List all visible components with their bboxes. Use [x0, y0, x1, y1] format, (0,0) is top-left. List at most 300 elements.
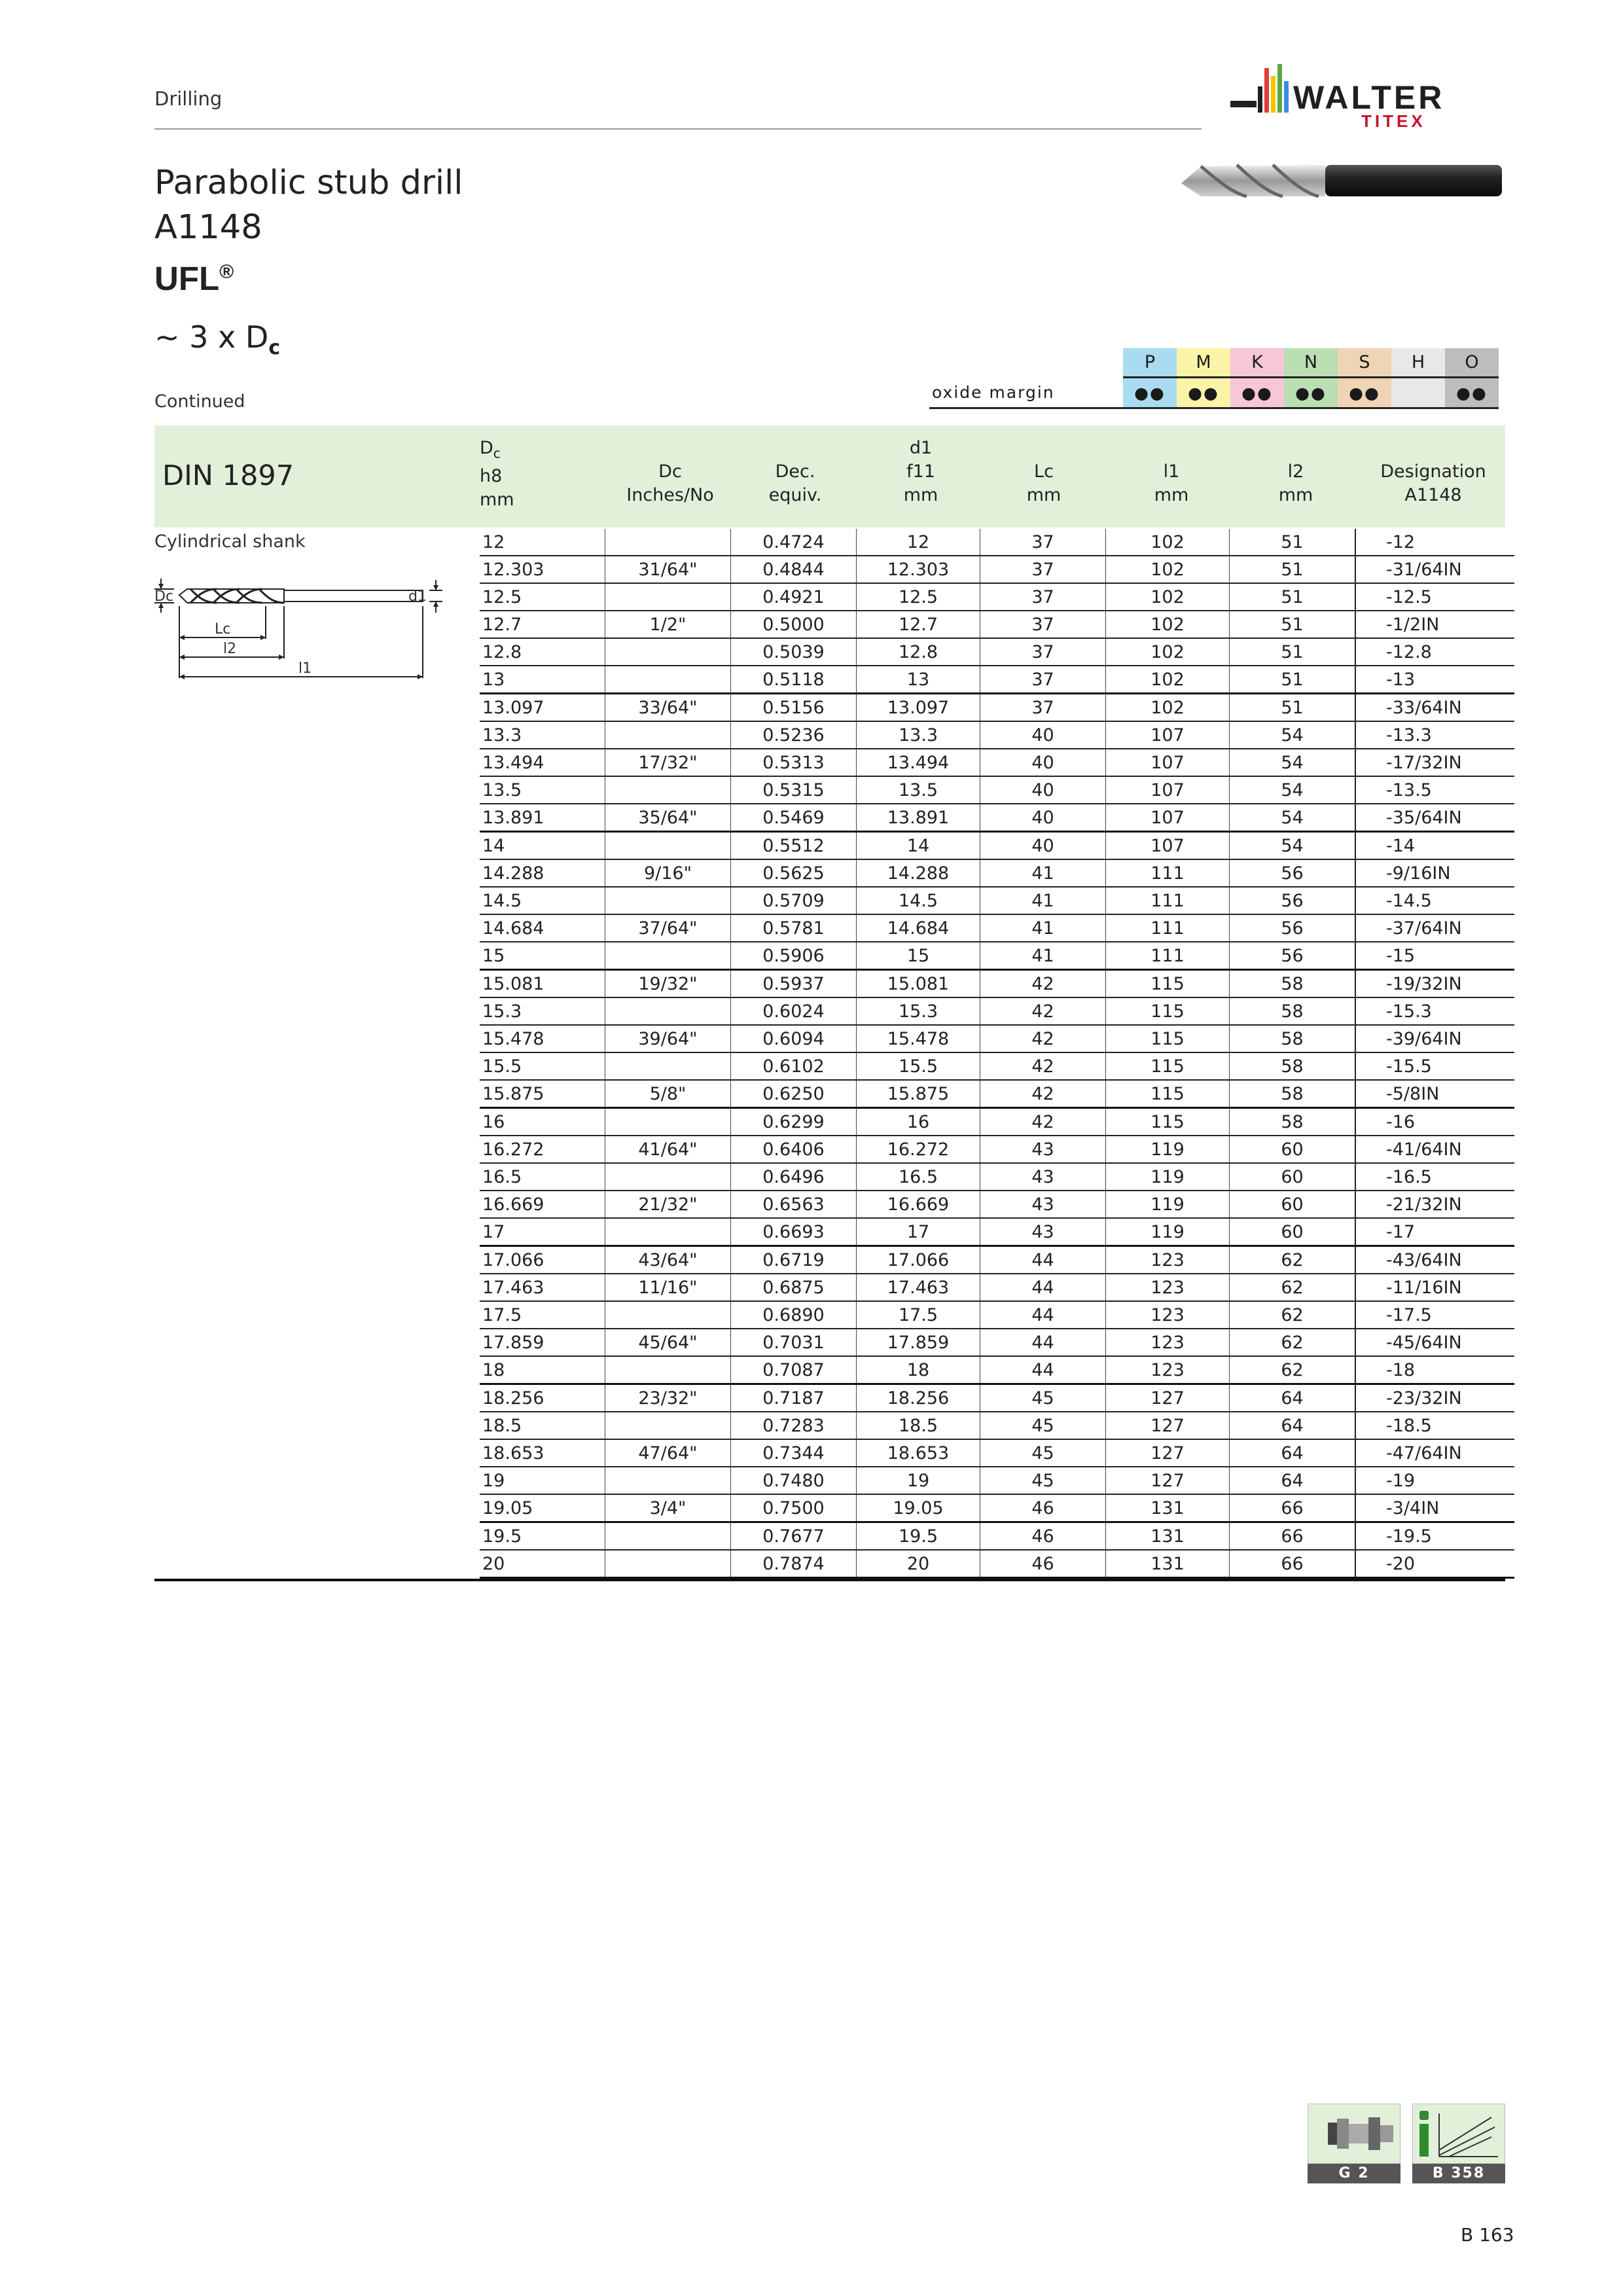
table-cell: -13 [1355, 666, 1514, 694]
table-cell: 56 [1230, 942, 1356, 970]
table-cell: 16.669 [480, 1191, 605, 1218]
table-cell: 40 [980, 749, 1106, 776]
table-cell: 46 [980, 1522, 1106, 1551]
table-row [480, 1080, 1514, 1108]
table-row [480, 832, 1514, 860]
table-row [480, 1246, 1514, 1274]
table-row [480, 914, 1514, 942]
table-cell: 0.4844 [731, 556, 857, 583]
ratio-sub: c [268, 336, 281, 360]
table-cell: 12.303 [480, 556, 605, 583]
table-cell: 13.5 [857, 776, 980, 804]
table-cell: 47/64" [605, 1439, 731, 1467]
table-cell: 123 [1106, 1246, 1230, 1274]
table-cell: 16.5 [857, 1163, 980, 1191]
table-cell [605, 666, 731, 694]
table-cell: 43 [980, 1191, 1106, 1218]
table-cell: 58 [1230, 1108, 1356, 1136]
table-cell: 18.653 [857, 1439, 980, 1467]
table-cell: 119 [1106, 1191, 1230, 1218]
table-cell: -23/32IN [1355, 1384, 1514, 1412]
column-header-unit: Inches/No [626, 485, 714, 505]
table-cell: 0.5625 [731, 859, 857, 887]
table-cell: 54 [1230, 804, 1356, 832]
table-cell: 127 [1106, 1467, 1230, 1494]
table-cell: 115 [1106, 970, 1230, 998]
table-cell: 51 [1230, 611, 1356, 638]
table-cell: 62 [1230, 1329, 1356, 1356]
table-cell: 12.5 [480, 583, 605, 611]
registered-mark: ® [219, 261, 234, 283]
column-header-symbol: d1 [909, 438, 933, 458]
table-cell [605, 997, 731, 1025]
table-cell [605, 1052, 731, 1080]
table-cell: 41 [980, 859, 1106, 887]
table-cell: 43 [980, 1163, 1106, 1191]
table-cell: 18.653 [480, 1439, 605, 1467]
table-cell: 13.891 [857, 804, 980, 832]
table-cell: 111 [1106, 859, 1230, 887]
table-cell: -17.5 [1355, 1301, 1514, 1329]
table-cell: 41 [980, 887, 1106, 914]
column-header-line1 [1234, 437, 1358, 460]
table-cell: 19 [480, 1467, 605, 1494]
table-cell: 51 [1230, 529, 1356, 556]
table-cell [605, 529, 731, 556]
table-cell: 16.272 [480, 1136, 605, 1163]
table-cell: -16.5 [1355, 1163, 1514, 1191]
column-header-unit: mm [480, 490, 514, 511]
table-cell: 58 [1230, 1025, 1356, 1052]
table-cell: 15.875 [857, 1080, 980, 1108]
table-cell: -19/32IN [1355, 970, 1514, 998]
table-row [480, 1522, 1514, 1551]
table-cell: 0.5512 [731, 832, 857, 860]
table-cell [605, 583, 731, 611]
table-cell: 0.5906 [731, 942, 857, 970]
table-row [480, 1329, 1514, 1356]
table-cell: 0.7874 [731, 1550, 857, 1578]
table-cell: 0.6693 [731, 1218, 857, 1246]
table-cell: 43 [980, 1136, 1106, 1163]
table-row [480, 749, 1514, 776]
table-cell: 17.463 [480, 1274, 605, 1301]
table-cell: 37 [980, 666, 1106, 694]
column-header-2 [733, 437, 857, 507]
table-cell: -9/16IN [1355, 859, 1514, 887]
table-row [480, 1356, 1514, 1384]
table-cell: -19.5 [1355, 1522, 1514, 1551]
table-row [480, 611, 1514, 638]
table-cell: 102 [1106, 638, 1230, 666]
material-group-o: O [1445, 348, 1499, 378]
table-cell: 16 [480, 1108, 605, 1136]
table-cell: 3/4" [605, 1494, 731, 1522]
material-suitability-h [1391, 378, 1445, 408]
table-cell: 60 [1230, 1191, 1356, 1218]
table-cell: 0.7677 [731, 1522, 857, 1551]
section-label: Drilling [154, 88, 223, 110]
table-cell: 0.7344 [731, 1439, 857, 1467]
table-row [480, 1108, 1514, 1136]
table-cell: 46 [980, 1494, 1106, 1522]
table-cell: 17/32" [605, 749, 731, 776]
table-cell: 11/16" [605, 1274, 731, 1301]
table-cell: 40 [980, 804, 1106, 832]
table-cell: 0.5781 [731, 914, 857, 942]
table-row [480, 1412, 1514, 1439]
table-cell: 51 [1230, 556, 1356, 583]
table-row [480, 556, 1514, 583]
table-cell: 123 [1106, 1356, 1230, 1384]
table-cell: 13.097 [857, 694, 980, 722]
table-cell: 66 [1230, 1522, 1356, 1551]
oxide-margin-label: oxide margin [929, 378, 1123, 408]
table-cell: 16 [857, 1108, 980, 1136]
table-cell: 62 [1230, 1356, 1356, 1384]
table-cell [605, 942, 731, 970]
table-cell: 60 [1230, 1136, 1356, 1163]
table-row [480, 1384, 1514, 1412]
column-header-unit: mm [1026, 485, 1061, 505]
table-cell: 60 [1230, 1218, 1356, 1246]
table-cell [605, 1356, 731, 1384]
table-cell: 13.891 [480, 804, 605, 832]
logo-brand: WALTER [1293, 79, 1445, 116]
page-number: B 163 [1461, 2224, 1514, 2246]
table-cell: 51 [1230, 638, 1356, 666]
din-standard: DIN 1897 [162, 459, 294, 492]
table-cell: 119 [1106, 1136, 1230, 1163]
table-cell: 0.4724 [731, 529, 857, 556]
table-cell: 14.5 [857, 887, 980, 914]
table-cell: 107 [1106, 776, 1230, 804]
table-cell: 0.5039 [731, 638, 857, 666]
table-cell: 0.7283 [731, 1412, 857, 1439]
dim-l2: l2 [223, 641, 237, 657]
table-cell: 107 [1106, 721, 1230, 749]
table-cell: 42 [980, 1025, 1106, 1052]
ref-g2[interactable] [1308, 2104, 1400, 2182]
table-cell: 17.859 [857, 1329, 980, 1356]
table-cell: -11/16IN [1355, 1274, 1514, 1301]
column-header-unit: mm [1154, 485, 1189, 505]
table-row [480, 583, 1514, 611]
column-header-subscript: c [493, 445, 501, 461]
info-chart-icon [1412, 2104, 1505, 2164]
table-cell: 15.3 [480, 997, 605, 1025]
product-title [154, 161, 463, 301]
table-cell: 131 [1106, 1494, 1230, 1522]
table-cell: 13.5 [480, 776, 605, 804]
table-row [480, 1025, 1514, 1052]
table-cell: 13.494 [857, 749, 980, 776]
table-cell: 15.478 [857, 1025, 980, 1052]
table-cell: 64 [1230, 1384, 1356, 1412]
column-header-unit: A1148 [1404, 485, 1462, 505]
table-cell: 44 [980, 1274, 1106, 1301]
table-cell: 15.5 [857, 1052, 980, 1080]
table-cell: 64 [1230, 1412, 1356, 1439]
table-cell: 14.684 [857, 914, 980, 942]
column-header-line2: Designation [1380, 461, 1486, 482]
toolholder-icon [1308, 2104, 1400, 2164]
table-cell: 12.5 [857, 583, 980, 611]
table-cell: 45/64" [605, 1329, 731, 1356]
table-cell: 102 [1106, 694, 1230, 722]
table-cell [605, 887, 731, 914]
table-row [480, 1274, 1514, 1301]
table-row [480, 1218, 1514, 1246]
table-cell: 17 [857, 1218, 980, 1246]
table-cell: 23/32" [605, 1384, 731, 1412]
table-cell: 56 [1230, 887, 1356, 914]
table-cell: 13.3 [857, 721, 980, 749]
table-cell: 51 [1230, 666, 1356, 694]
table-cell: 19.5 [480, 1522, 605, 1551]
table-row [480, 666, 1514, 694]
table-cell: 54 [1230, 749, 1356, 776]
table-cell: 15.478 [480, 1025, 605, 1052]
table-cell: -45/64IN [1355, 1329, 1514, 1356]
table-cell: 56 [1230, 859, 1356, 887]
table-row [480, 694, 1514, 722]
table-cell [605, 1163, 731, 1191]
table-cell: 20 [480, 1550, 605, 1578]
table-cell: 12 [857, 529, 980, 556]
table-row [480, 1494, 1514, 1522]
table-cell: 42 [980, 1080, 1106, 1108]
table-row [480, 1052, 1514, 1080]
table-cell: 51 [1230, 694, 1356, 722]
column-header-symbol: D [480, 438, 493, 458]
column-header-line1 [480, 437, 604, 465]
table-cell: 115 [1106, 1080, 1230, 1108]
table-cell: 12.7 [480, 611, 605, 638]
table-cell: 39/64" [605, 1025, 731, 1052]
table-cell [605, 721, 731, 749]
column-header-5 [1109, 437, 1234, 507]
material-suitability-p: ●● [1123, 378, 1177, 408]
table-cell: 19.5 [857, 1522, 980, 1551]
table-row [480, 1301, 1514, 1329]
table-cell: -43/64IN [1355, 1246, 1514, 1274]
material-group-m: M [1177, 348, 1230, 378]
table-row [480, 1136, 1514, 1163]
table-cell: 0.6250 [731, 1080, 857, 1108]
table-cell: 15.081 [480, 970, 605, 998]
table-cell: 14.684 [480, 914, 605, 942]
table-cell: 13.494 [480, 749, 605, 776]
table-cell: 111 [1106, 914, 1230, 942]
table-row [480, 942, 1514, 970]
table-cell: -15.3 [1355, 997, 1514, 1025]
column-header-7 [1361, 437, 1505, 507]
table-cell: 18 [857, 1356, 980, 1384]
table-cell: -41/64IN [1355, 1136, 1514, 1163]
table-cell: 37 [980, 694, 1106, 722]
table-cell: -18 [1355, 1356, 1514, 1384]
table-cell: 15.3 [857, 997, 980, 1025]
column-header-4 [982, 437, 1106, 507]
table-cell: 1/2" [605, 611, 731, 638]
table-cell: 111 [1106, 942, 1230, 970]
table-cell: -47/64IN [1355, 1439, 1514, 1467]
table-cell [605, 1218, 731, 1246]
table-cell: 17.5 [480, 1301, 605, 1329]
ref-g2-label: G 2 [1308, 2164, 1400, 2183]
table-cell: 46 [980, 1550, 1106, 1578]
table-cell: -13.5 [1355, 776, 1514, 804]
material-suitability-o: ●● [1445, 378, 1499, 408]
table-cell: 37 [980, 556, 1106, 583]
table-cell: 15 [480, 942, 605, 970]
table-cell: 19/32" [605, 970, 731, 998]
column-header-unit: mm [903, 485, 938, 505]
column-header-line2: l1 [1163, 461, 1180, 482]
column-header-1 [608, 437, 732, 507]
table-cell: 18.256 [480, 1384, 605, 1412]
table-cell: 0.6563 [731, 1191, 857, 1218]
table-cell: 35/64" [605, 804, 731, 832]
table-cell: 18.256 [857, 1384, 980, 1412]
table-row [480, 887, 1514, 914]
table-cell: 9/16" [605, 859, 731, 887]
table-cell: 131 [1106, 1550, 1230, 1578]
column-header-line1 [733, 437, 857, 460]
table-cell: 0.7187 [731, 1384, 857, 1412]
table-cell: 12.303 [857, 556, 980, 583]
table-cell: 16.669 [857, 1191, 980, 1218]
table-cell: 131 [1106, 1522, 1230, 1551]
table-cell: 42 [980, 1052, 1106, 1080]
table-cell: 21/32" [605, 1191, 731, 1218]
table-cell: 54 [1230, 776, 1356, 804]
table-cell: 13.3 [480, 721, 605, 749]
table-cell: 44 [980, 1329, 1106, 1356]
table-cell: 64 [1230, 1439, 1356, 1467]
table-cell [605, 1467, 731, 1494]
table-cell: 33/64" [605, 694, 731, 722]
continued-label: Continued [154, 391, 245, 412]
column-header-line2: l2 [1287, 461, 1304, 482]
table-cell: 0.7500 [731, 1494, 857, 1522]
table-cell: 19.05 [857, 1494, 980, 1522]
column-header-line2: f11 [906, 461, 935, 482]
table-row [480, 970, 1514, 998]
table-row [480, 1163, 1514, 1191]
column-header-line2: h8 [480, 466, 503, 487]
table-cell: 12.8 [480, 638, 605, 666]
table-cell: 127 [1106, 1439, 1230, 1467]
table-cell: 115 [1106, 1025, 1230, 1052]
header-rule [154, 128, 1202, 130]
table-cell: 66 [1230, 1494, 1356, 1522]
table-cell: 0.6299 [731, 1108, 857, 1136]
material-group-table [929, 348, 1499, 409]
ratio-text: ~ 3 x D [154, 319, 269, 355]
table-cell: 0.6890 [731, 1301, 857, 1329]
table-cell: -5/8IN [1355, 1080, 1514, 1108]
table-cell: 17.066 [480, 1246, 605, 1274]
material-group-n: N [1284, 348, 1338, 378]
title-line-1: Parabolic stub drill [154, 164, 463, 202]
table-cell: 31/64" [605, 556, 731, 583]
table-cell: 62 [1230, 1274, 1356, 1301]
column-header-unit: equiv. [768, 485, 822, 505]
table-cell: 13.097 [480, 694, 605, 722]
table-cell: 45 [980, 1412, 1106, 1439]
table-cell: 102 [1106, 529, 1230, 556]
table-cell: -12.8 [1355, 638, 1514, 666]
column-header-line2: Dc [658, 461, 682, 482]
table-cell: 14.288 [857, 859, 980, 887]
table-cell: 0.5315 [731, 776, 857, 804]
table-cell: 17.5 [857, 1301, 980, 1329]
table-cell: 107 [1106, 804, 1230, 832]
table-cell: 0.6406 [731, 1136, 857, 1163]
table-cell: 0.5000 [731, 611, 857, 638]
table-cell: 41 [980, 942, 1106, 970]
table-cell: -14 [1355, 832, 1514, 860]
length-ratio [154, 319, 280, 359]
title-line-3 [154, 250, 463, 301]
table-row [480, 529, 1514, 556]
material-suitability-m: ●● [1177, 378, 1230, 408]
table-cell: 45 [980, 1439, 1106, 1467]
table-cell: 44 [980, 1246, 1106, 1274]
table-cell: 127 [1106, 1384, 1230, 1412]
table-cell: 13 [480, 666, 605, 694]
table-cell: 119 [1106, 1163, 1230, 1191]
table-cell [605, 776, 731, 804]
dim-d1: d1 [408, 588, 427, 605]
table-cell: 123 [1106, 1301, 1230, 1329]
shank-dimension-diagram [154, 567, 455, 698]
table-cell: 58 [1230, 1052, 1356, 1080]
table-cell [605, 1550, 731, 1578]
table-cell: 115 [1106, 997, 1230, 1025]
title-brand: UFL [154, 260, 220, 297]
table-cell: 115 [1106, 1052, 1230, 1080]
title-line-2: A1148 [154, 208, 262, 247]
table-cell: 0.5118 [731, 666, 857, 694]
table-cell: 0.6102 [731, 1052, 857, 1080]
table-cell: 42 [980, 1108, 1106, 1136]
table-bottom-rule [154, 1579, 1505, 1581]
table-cell: 60 [1230, 1163, 1356, 1191]
table-cell: 19 [857, 1467, 980, 1494]
column-header-line1 [1109, 437, 1234, 460]
table-cell: -35/64IN [1355, 804, 1514, 832]
table-cell: 51 [1230, 583, 1356, 611]
table-cell: 37 [980, 583, 1106, 611]
dim-dc: Dc [154, 588, 174, 605]
table-cell: 12.7 [857, 611, 980, 638]
table-cell: 123 [1106, 1274, 1230, 1301]
table-cell: 37/64" [605, 914, 731, 942]
table-cell: 56 [1230, 914, 1356, 942]
table-row [480, 804, 1514, 832]
material-suitability-k: ●● [1230, 378, 1284, 408]
table-cell: 45 [980, 1384, 1106, 1412]
table-cell: 0.5709 [731, 887, 857, 914]
table-cell: -19 [1355, 1467, 1514, 1494]
table-cell: -37/64IN [1355, 914, 1514, 942]
table-cell: -33/64IN [1355, 694, 1514, 722]
table-cell: 42 [980, 970, 1106, 998]
ref-b358[interactable] [1412, 2104, 1505, 2182]
